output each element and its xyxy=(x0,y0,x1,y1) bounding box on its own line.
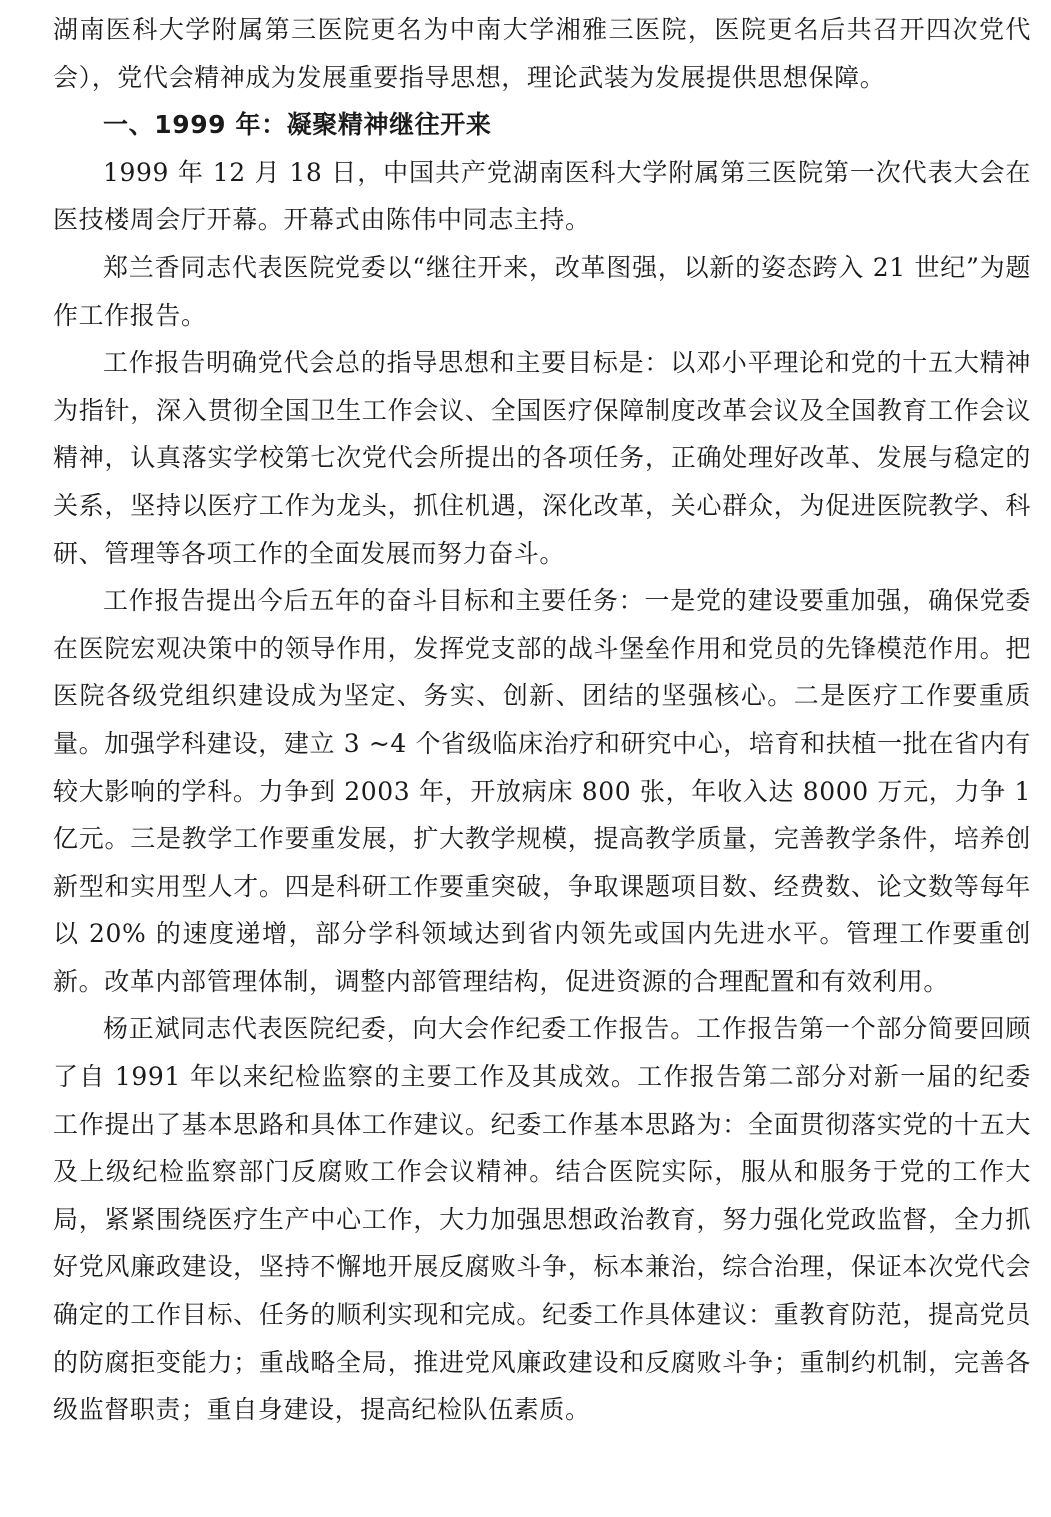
opening-paragraph: 湖南医科大学附属第三医院更名为中南大学湘雅三医院，医院更名后共召开四次党代会），党代会精神成为发展重要指导思想，理论武装为发展提供思想保障。 xyxy=(53,15,1031,92)
body-paragraph-5: 杨正斌同志代表医院纪委，向大会作纪委工作报告。工作报告第一个部分简要回顾了自 1991 年以来纪检监察的主要工作及其成效。工作报告第二部分对新一届的纪委工作提出了基本思路和具体工作建议。纪委工作基本思路为：全面贯彻落实党的十五大及上级纪检监察部门反腐败工作会议精神。结合医院实际，服从和服务于党的工作大局，紧紧围绕医疗生产中心工作，大力加强思想政治教育，努力强化党政监督，全力抓好党风廉政建设，坚持不懈地开展反腐败斗争，标本兼治，综合治理，保证本次党代会确定的工作目标、任务的顺利实现和完成。纪委工作具体建议：重教育防范，提高党员的防腐拒变能力；重战略全局，推进党风廉政建设和反腐败斗争；重制约机制，完善各级监督职责；重自身建设，提高纪检队伍素质。 xyxy=(53,1014,1031,1425)
body-paragraph-3: 工作报告明确党代会总的指导思想和主要目标是：以邓小平理论和党的十五大精神为指针，深入贯彻全国卫生工作会议、全国医疗保障制度改革会议及全国教育工作会议精神，认真落实学校第七次党代会所提出的各项任务，正确处理好改革、发展与稳定的关系，坚持以医疗工作为龙头，抓住机遇，深化改革，关心群众，为促进医院教学、科研、管理等各项工作的全面发展而努力奋斗。 xyxy=(53,348,1031,568)
section-heading: 一、1999 年：凝聚精神继往开来 xyxy=(103,110,492,140)
body-paragraph-4: 工作报告提出今后五年的奋斗目标和主要任务：一是党的建设要重加强，确保党委在医院宏观决策中的领导作用，发挥党支部的战斗堡垒作用和党员的先锋模范作用。把医院各级党组织建设成为坚定、务实、创新、团结的坚强核心。二是医疗工作要重质量。加强学科建设，建立 3 ~4 个省级临床治疗和研究中心，培育和扶植一批在省内有较大影响的学科。力争到 2003 年，开放病床 800 张，年收入达 8000 万元，力争 1 亿元。三是教学工作要重发展，扩大教学规模，提高教学质量，完善教学条件，培养创新型和实用型人才。四是科研工作要重突破，争取课题项目数、经费数、论文数等每年以 20% 的速度递增，部分学科领域达到省内领先或国内先进水平。管理工作要重创新。改革内部管理体制，调整内部管理结构，促进资源的合理配置和有效利用。 xyxy=(53,586,1031,996)
body-paragraph-1: 1999 年 12 月 18 日，中国共产党湖南医科大学附属第三医院第一次代表大会在医技楼周会厅开幕。开幕式由陈伟中同志主持。 xyxy=(53,157,1031,235)
body-paragraph-2: 郑兰香同志代表医院党委以“继往开来，改革图强，以新的姿态跨入 21 世纪”为题作工作报告。 xyxy=(53,252,1031,330)
